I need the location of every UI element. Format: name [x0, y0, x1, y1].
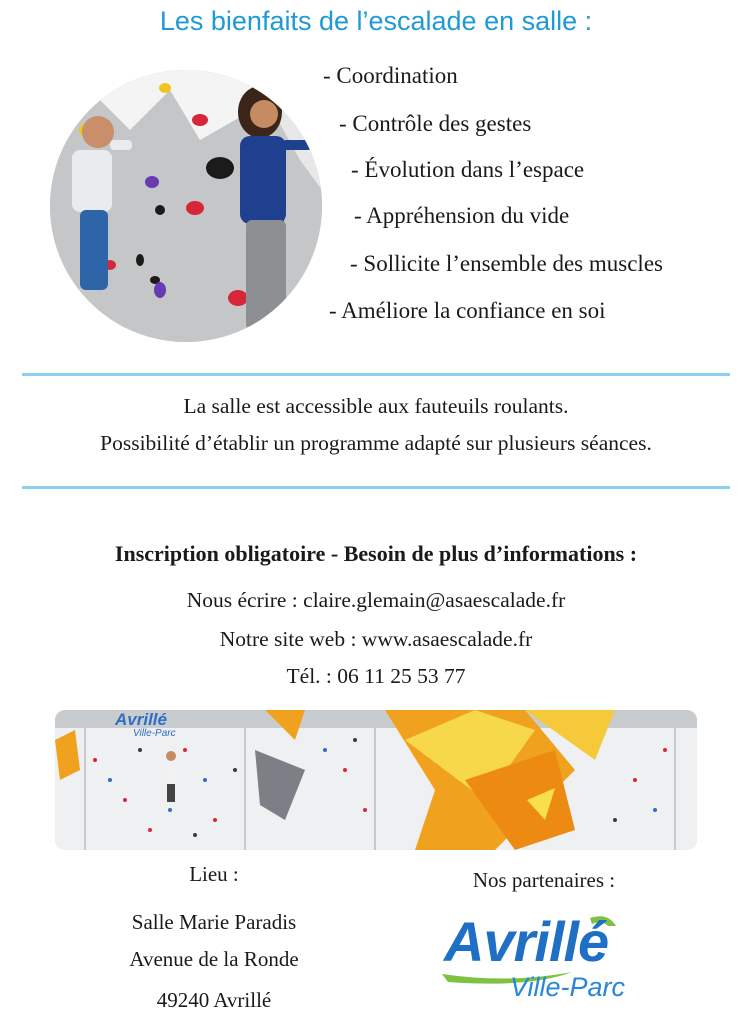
climbing-wall-photo	[55, 710, 697, 850]
benefit-item: - Sollicite l’ensemble des muscles	[350, 251, 663, 276]
benefit-item: - Coordination	[323, 63, 458, 88]
benefit-item: - Améliore la confiance en soi	[329, 298, 606, 323]
climbing-kids-photo	[50, 70, 322, 342]
benefit-item: - Évolution dans l’espace	[351, 157, 585, 182]
phone-line: Tél. : 06 11 25 53 77	[286, 664, 466, 688]
email-line[interactable]: Nous écrire : claire.glemain@asaescalade.fr	[186, 588, 566, 612]
program-text: Possibilité d’établir un programme adapté sur plusieurs séances.	[100, 431, 652, 455]
venue-city: 49240 Avrillé	[156, 988, 272, 1012]
benefit-item: - Contrôle des gestes	[339, 111, 532, 136]
location-heading: Lieu :	[189, 862, 239, 886]
benefit-item: - Appréhension du vide	[354, 203, 570, 228]
page-title: Les bienfaits de l’escalade en salle :	[159, 6, 593, 36]
wall-sign: Avrillé	[115, 710, 167, 729]
avrille-logo	[440, 912, 650, 1012]
website-line[interactable]: Notre site web : www.asaescalade.fr	[219, 627, 533, 651]
venue-street: Avenue de la Ronde	[129, 947, 299, 971]
wall-sign-sub: Ville-Parc	[133, 728, 176, 739]
accessibility-text: La salle est accessible aux fauteuils roulants.	[183, 394, 569, 418]
logo-main-text: Avrillé	[444, 910, 609, 973]
logo-sub-text: Ville-Parc	[510, 972, 626, 1002]
partners-heading: Nos partenaires :	[472, 868, 616, 892]
contact-heading: Inscription obligatoire - Besoin de plus d’informations :	[114, 541, 638, 566]
divider	[22, 373, 730, 376]
divider	[22, 486, 730, 489]
venue-name: Salle Marie Paradis	[131, 910, 297, 934]
